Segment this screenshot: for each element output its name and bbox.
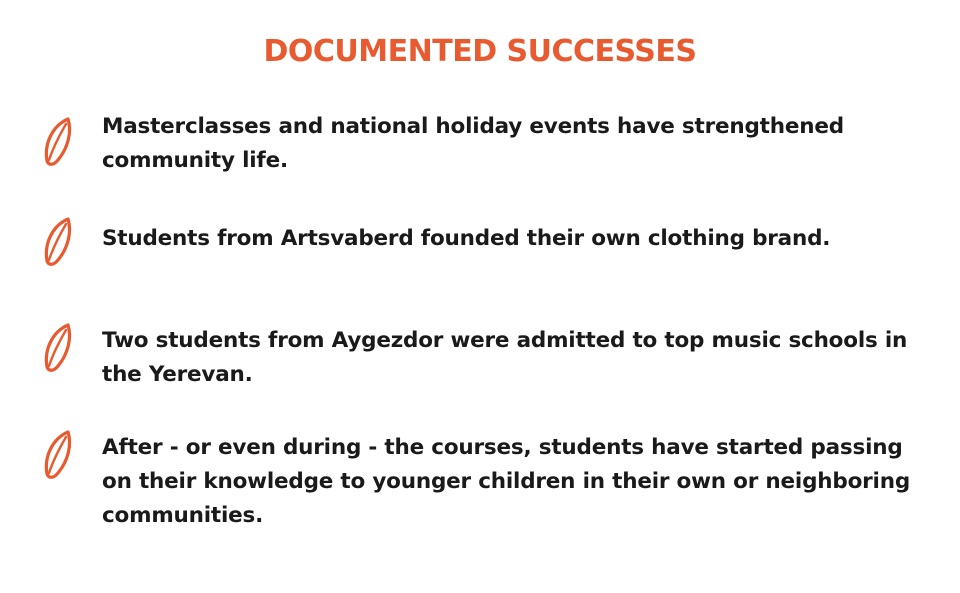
leaf-icon — [38, 320, 78, 374]
success-item-text: Two students from Aygezdor were admitted to top music schools in the Yerevan. — [102, 328, 908, 387]
page-title: DOCUMENTED SUCCESSES — [263, 34, 697, 69]
leaf-icon — [38, 114, 78, 168]
leaf-icon — [38, 427, 78, 481]
success-item-text: Masterclasses and national holiday events have strengthened community life. — [102, 114, 844, 173]
success-item-text: After - or even during - the courses, students have started passing on their knowledge to younger children in their own or neighboring communities. — [102, 435, 911, 528]
leaf-icon — [38, 214, 78, 268]
success-item-text: Students from Artsvaberd founded their own clothing brand. — [102, 226, 831, 251]
